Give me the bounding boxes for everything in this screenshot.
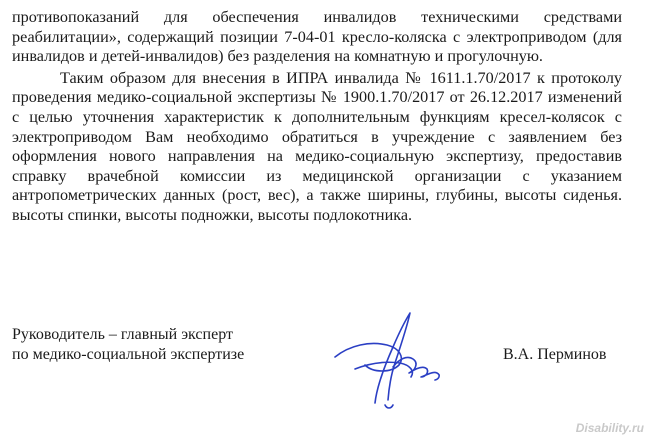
paragraph-continuation: противопоказаний для обеспечения инвалидов техническими средствами реабилитации», содержащий позиции 7-04-01 кресло-коляска с электроприводом (для инвалидов и детей-инвалидов) без разделения на комнатную и прогулочную. (12, 8, 622, 66)
handwritten-signature (315, 305, 465, 415)
signatory-name: В.А. Перминов (503, 346, 607, 363)
position-line-1: Руководитель – главный эксперт (12, 326, 233, 343)
paragraph-main: Таким образом для внесения в ИПРА инвалида № 1611.1.70/2017 к протоколу проведения медико-социальной экспертизы № 1900.1.70/2017 от 26.12.2017 изменений с целью уточнения характеристик к дополнительным функциям кресел-колясок с электроприводом Вам необходимо обратиться в учреждение с заявлением без оформления нового направления на медико-социальную экспертизу, предоставив справку врачебной комиссии из медицинской организации с указанием антропометрических данных (рост, вес), а также ширины, глубины, высоты сиденья. высоты спинки, высоты подножки, высоты подлокотника. (12, 68, 622, 224)
signatory-position (12, 325, 244, 364)
site-watermark: Disability.ru (575, 421, 644, 435)
letter-body (12, 8, 622, 226)
position-line-2: по медико-социальной экспертизе (12, 345, 245, 363)
